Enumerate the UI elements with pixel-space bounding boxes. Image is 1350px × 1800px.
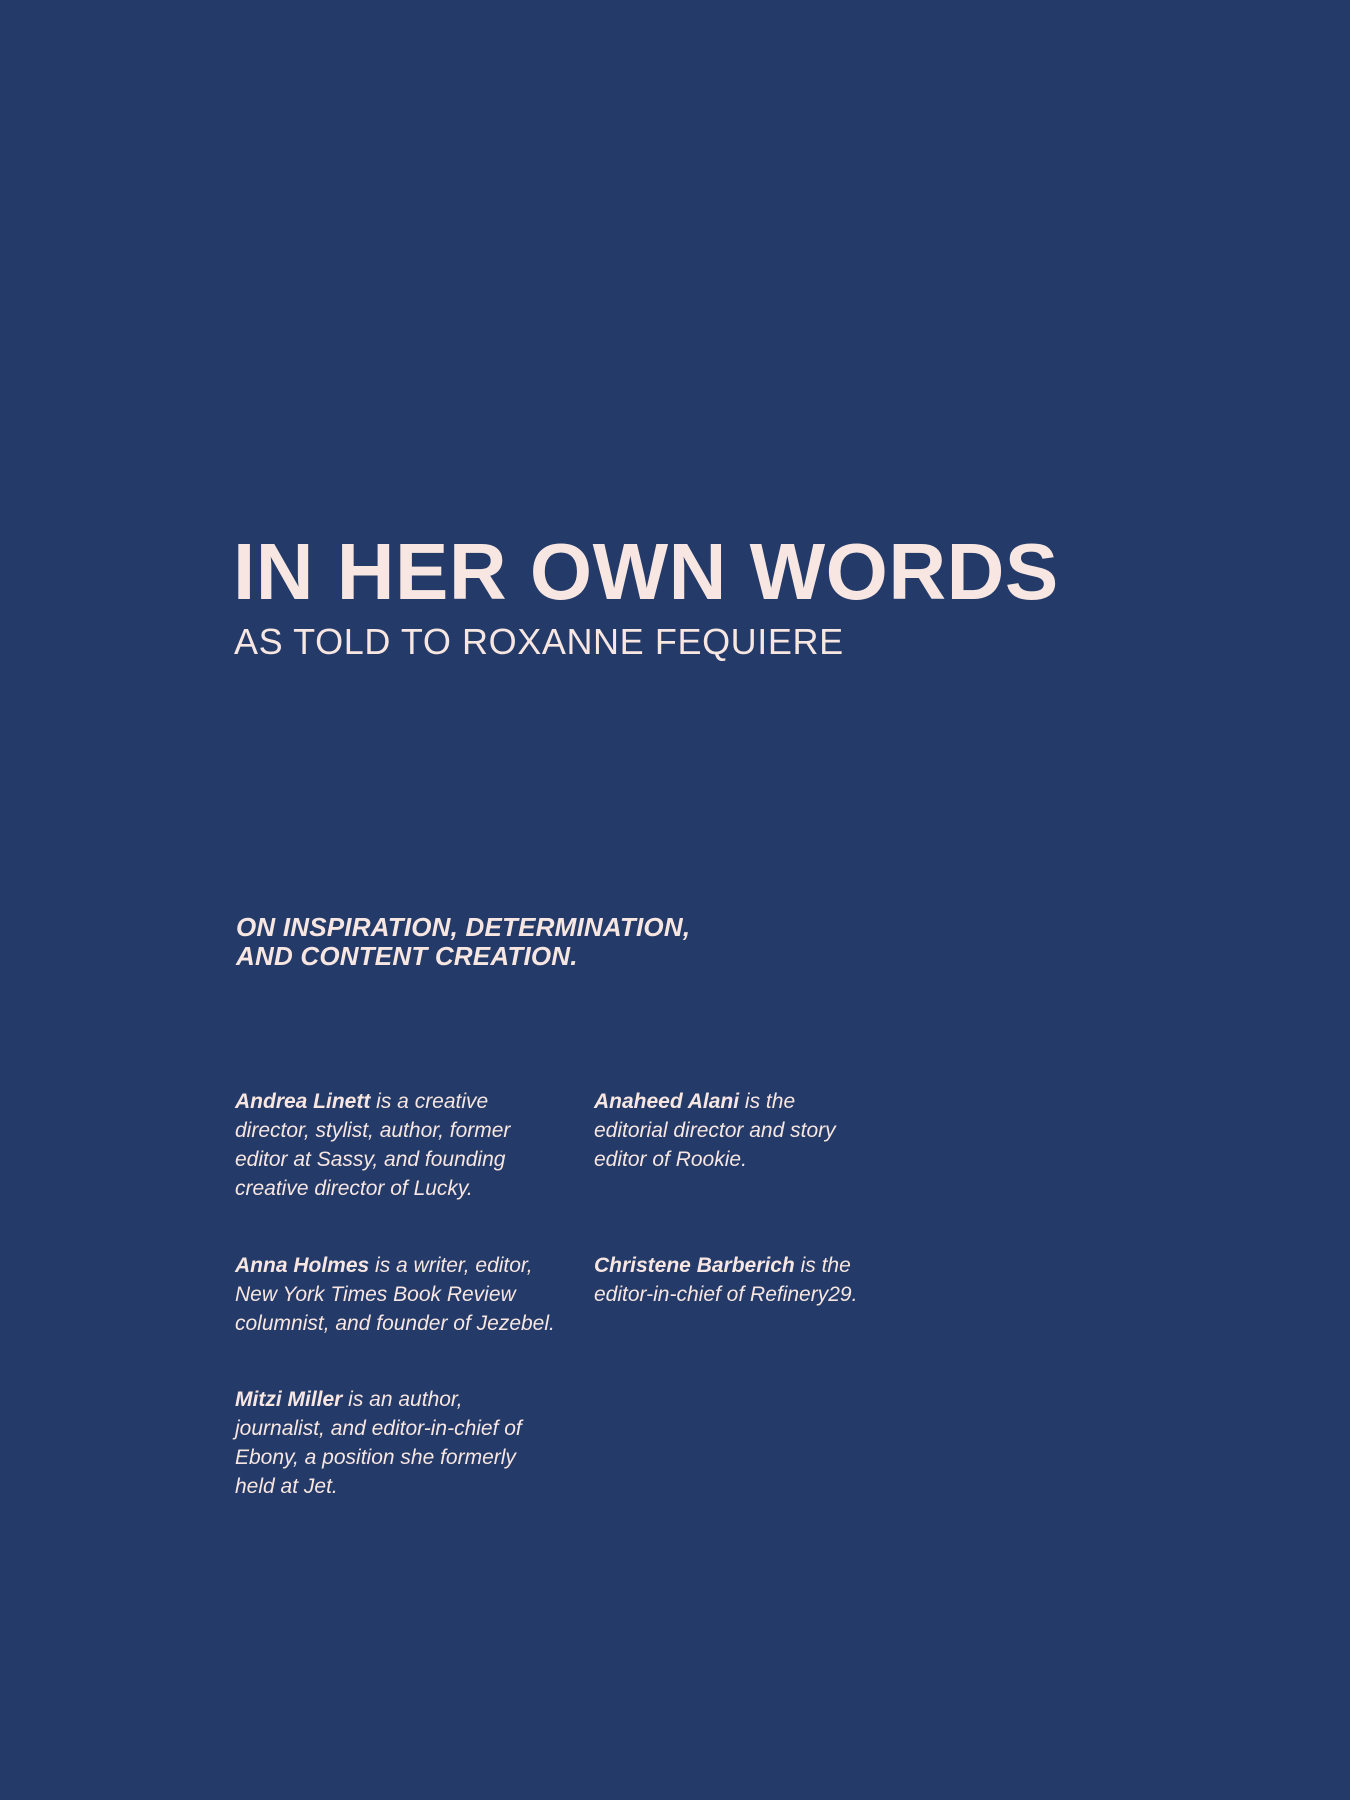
bio-text: editorial director and story [594,1119,836,1142]
deck-line: AND CONTENT CREATION. [236,941,578,971]
bio-text: held at Jet. [235,1475,338,1498]
contributor-bio-andrea-linett [235,1087,510,1203]
bio-text: is the [739,1090,796,1113]
contributor-name: Mitzi Miller [235,1388,343,1411]
contributor-name: Andrea Linett [235,1090,371,1113]
bio-text: New York Times Book Review [235,1283,516,1306]
bio-text: is the [794,1254,851,1277]
bio-text: editor of Rookie. [594,1148,747,1171]
bio-text: Ebony, a position she formerly [235,1446,516,1469]
contributor-bio-mitzi-miller [235,1385,522,1501]
bio-text: is an author, [342,1388,463,1411]
deck [236,913,796,971]
contributor-name: Anna Holmes [235,1254,370,1277]
bio-text: creative director of Lucky. [235,1177,473,1200]
byline: AS TOLD TO ROXANNE FEQUIERE [234,621,844,662]
bio-text: director, stylist, author, former [235,1119,511,1142]
contributor-name: Anaheed Alani [594,1090,740,1113]
contributor-bio-anna-holmes [235,1251,555,1338]
contributor-name: Christene Barberich [594,1254,795,1277]
bio-text: journalist, and editor-in-chief of [235,1417,522,1440]
deck-line: ON INSPIRATION, DETERMINATION, [236,912,691,942]
bio-text: editor-in-chief of Refinery29. [594,1283,858,1306]
contributor-bio-anaheed-alani [594,1087,836,1174]
bio-text: columnist, and founder of Jezebel. [235,1312,555,1335]
bio-text: editor at Sassy, and founding [235,1148,506,1171]
bio-text: is a writer, editor, [369,1254,533,1277]
bio-text: is a creative [370,1090,489,1113]
page-title: IN HER OWN WORDS [233,527,1059,616]
contributor-bio-christene-barberich [594,1251,857,1309]
